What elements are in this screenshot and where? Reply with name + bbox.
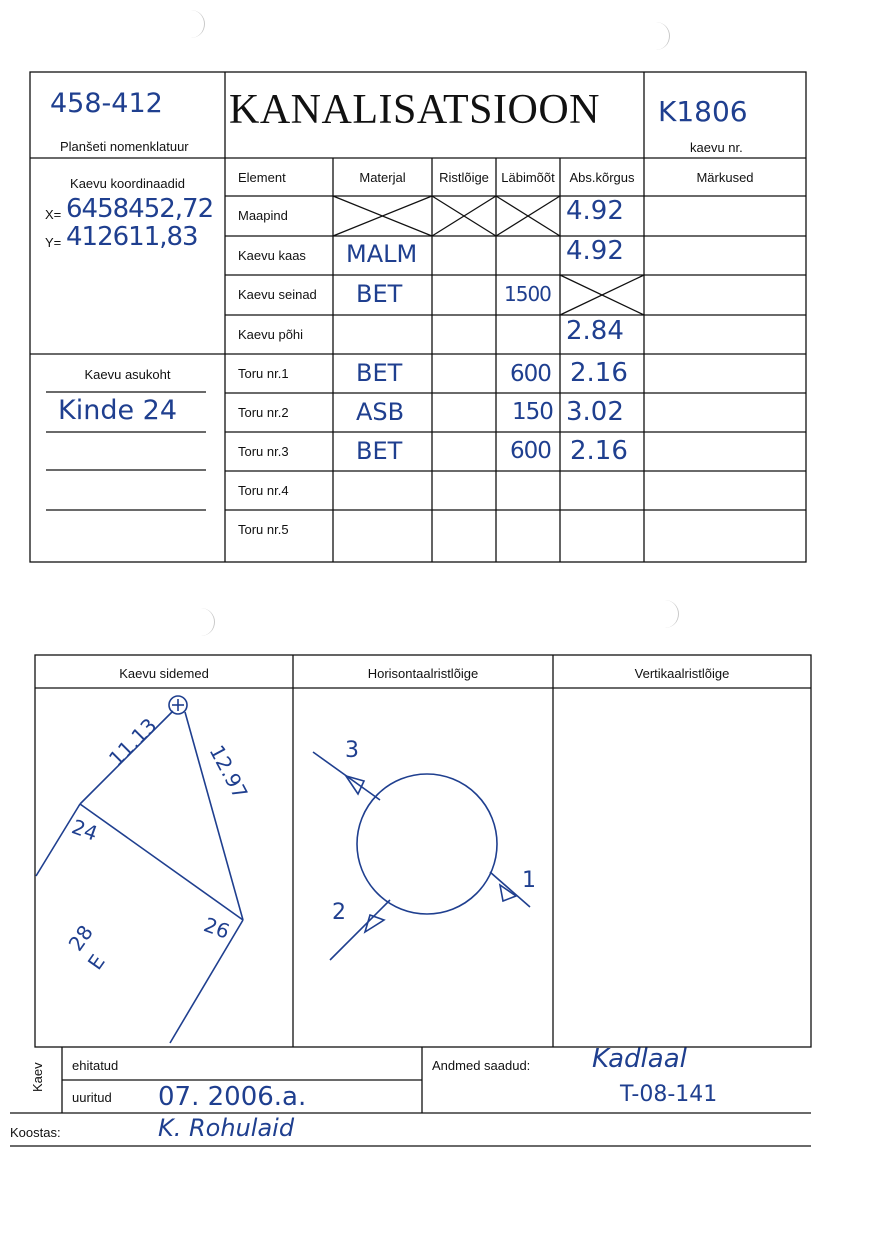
x-coordinate: 6458452,72 <box>66 194 214 224</box>
data-source-label: Andmed saadud: <box>432 1058 531 1073</box>
data-source-value: Kadlaal <box>592 1044 687 1074</box>
tie-distance-label: 11.13 <box>103 713 162 771</box>
table-cell-abs-height: 4.92 <box>566 196 624 226</box>
location-value: Kinde 24 <box>58 395 178 426</box>
header-material: Materjal <box>359 170 406 185</box>
y-coordinate: 412611,83 <box>66 222 198 252</box>
cross-section-sketch <box>313 752 530 960</box>
house-number-label: 26 <box>200 912 233 944</box>
house-number-label: 24 <box>68 814 101 846</box>
x-prefix: X= <box>45 207 62 222</box>
form-title: KANALISATSIOON <box>229 87 600 133</box>
table-row-element: Kaevu kaas <box>238 248 306 263</box>
header-remarks: Märkused <box>696 170 754 185</box>
table-cell-diameter: 150 <box>512 399 553 425</box>
header-element: Element <box>238 170 286 185</box>
header-abs-height: Abs.kõrgus <box>569 170 635 185</box>
table-cell-material: ASB <box>356 398 405 426</box>
pipe-number-label: 1 <box>522 868 536 893</box>
nomenclature-value: 458-412 <box>50 88 163 119</box>
table-cell-material: BET <box>356 359 403 387</box>
well-number <box>658 95 748 128</box>
table-cell-abs-height: 2.16 <box>570 436 628 466</box>
well-number-value: K1806 <box>658 95 748 128</box>
header-diameter: Läbimõõt <box>501 170 555 185</box>
house-letter-label: E <box>82 949 110 975</box>
table-row-element: Kaevu seinad <box>238 287 317 302</box>
table-cell-abs-height: 2.16 <box>570 358 628 388</box>
table-cell-abs-height: 3.02 <box>566 397 624 427</box>
measured-label: uuritud <box>72 1090 112 1105</box>
table-row-element: Toru nr.3 <box>238 444 289 459</box>
table-cell-material: MALM <box>346 240 418 268</box>
author-label: Koostas: <box>10 1125 61 1140</box>
house-number-label: 28 <box>63 920 98 956</box>
pipe-number-label: 2 <box>332 900 346 925</box>
built-label: ehitatud <box>72 1058 119 1073</box>
vertical-section-label: Vertikaalristlõige <box>634 666 730 681</box>
table-row-element: Kaevu põhi <box>238 327 304 342</box>
ties-section-label: Kaevu sidemed <box>119 666 209 681</box>
table-row-element: Toru nr.2 <box>238 405 289 420</box>
kaev-label: Kaev <box>30 1062 45 1092</box>
table-cell-diameter: 600 <box>510 361 551 387</box>
coordinates-label: Kaevu koordinaadid <box>70 176 185 191</box>
data-reference: T-08-141 <box>620 1082 718 1107</box>
table-cell-material: BET <box>356 437 403 465</box>
table-row-element: Toru nr.5 <box>238 522 289 537</box>
measured-date: 07. 2006.a. <box>158 1082 307 1112</box>
tie-distance-label: 12.97 <box>204 741 253 803</box>
table-row-element: Toru nr.1 <box>238 366 289 381</box>
y-prefix: Y= <box>45 235 62 250</box>
table-cell-abs-height: 4.92 <box>566 236 624 266</box>
table-cell-diameter: 1500 <box>504 282 551 306</box>
table-row-element: Maapind <box>238 208 288 223</box>
well-number-label: kaevu nr. <box>690 140 743 155</box>
horizontal-section-label: Horisontaalristlõige <box>367 666 479 681</box>
header-cross-section: Ristlõige <box>439 170 489 185</box>
nomenclature-label: Planšeti nomenklatuur <box>60 139 189 154</box>
pipe-number-label: 3 <box>345 738 359 763</box>
location-label: Kaevu asukoht <box>84 367 171 382</box>
table-cell-material: BET <box>356 280 403 308</box>
table-row-element: Toru nr.4 <box>238 483 289 498</box>
author-value: K. Rohulaid <box>158 1114 295 1142</box>
table-cell-diameter: 600 <box>510 438 551 464</box>
table-cell-abs-height: 2.84 <box>566 316 624 346</box>
